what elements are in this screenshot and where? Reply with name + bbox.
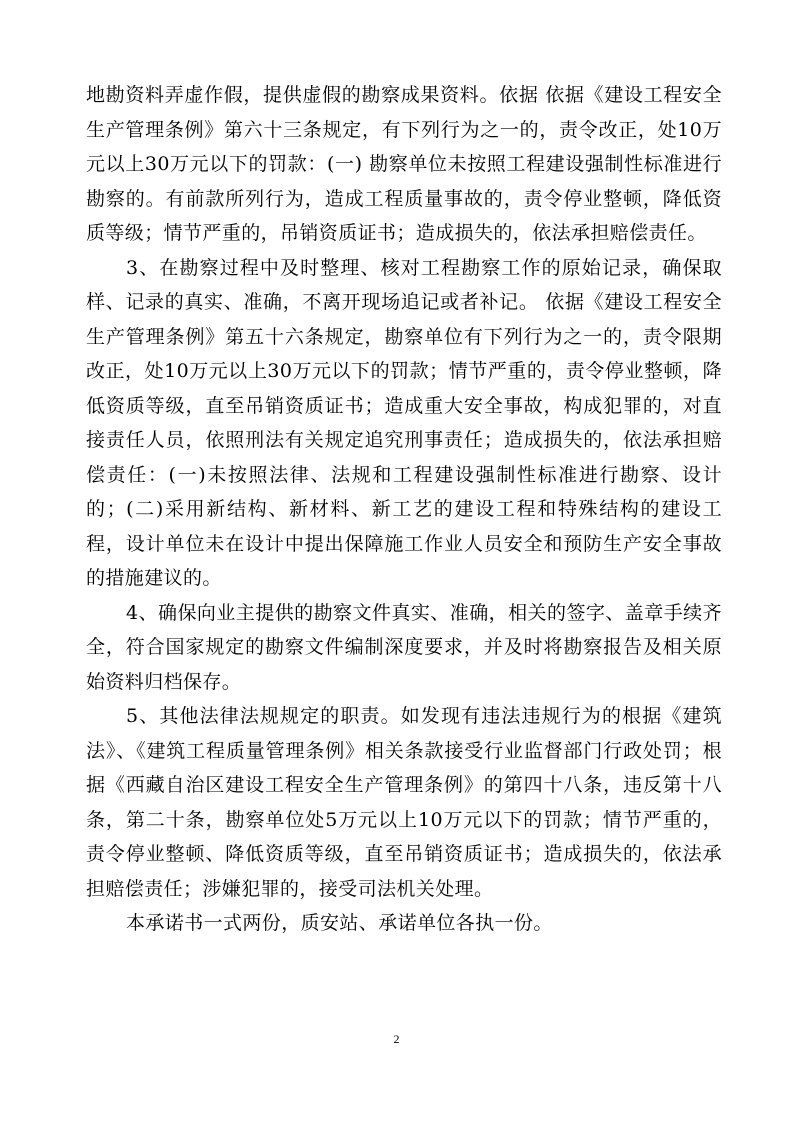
document-body <box>86 78 722 941</box>
paragraph-item-5: 5、其他法律法规规定的职责。如发现有违法违规行为的根据《建筑法》、《建筑工程质量管理条例》相关条款接受行业监督部门行政处罚；根据《西藏自治区建设工程安全生产管理条例》的第四十八条，违反第十八条，第二十条，勘察单位处5万元以上10万元以下的罚款；情节严重的，责令停业整顿、降低资质等级，直至吊销资质证书；造成损失的，依法承担赔偿责任；涉嫌犯罪的，接受司法机关处理。 <box>86 705 722 900</box>
paragraph-item-4: 4、确保向业主提供的勘察文件真实、准确，相关的签字、盖章手续齐全，符合国家规定的勘察文件编制深度要求，并及时将勘察报告及相关原始资料归档保存。 <box>86 601 722 693</box>
paragraph-item-3: 3、在勘察过程中及时整理、核对工程勘察工作的原始记录，确保取样、记录的真实、准确，不离开现场追记或者补记。 依据《建设工程安全生产管理条例》第五十六条规定，勘察单位有下列行为之一的，责令限期改正，处10万元以上30万元以下的罚款；情节严重的，责令停业整顿，降低资质等级，直至吊销资质证书；造成重大安全事故，构成犯罪的，对直接责任人员，依照刑法有关规定追究刑事责任；造成损失的，依法承担赔偿责任：(一)未按照法律、法规和工程建设强制性标准进行勘察、设计的；(二)采用新结构、新材料、新工艺的建设工程和特殊结构的建设工程，设计单位未在设计中提出保障施工作业人员安全和预防生产安全事故的措施建议的。 <box>86 256 722 589</box>
page-number: 2 <box>393 1032 400 1046</box>
paragraph-continued: 地勘资料弄虚作假，提供虚假的勘察成果资料。依据 依据《建设工程安全生产管理条例》第六十三条规定，有下列行为之一的，责令改正，处10万元以上30万元以下的罚款：(一) 勘察单位未按照工程建设强制性标准进行勘察的。有前款所列行为，造成工程质量事故的，责令停业整顿，降低资质等级；情节严重的，吊销资质证书；造成损失的，依法承担赔偿责任。 <box>86 84 722 244</box>
paragraph-closing: 本承诺书一式两份，质安站、承诺单位各执一份。 <box>126 912 553 934</box>
